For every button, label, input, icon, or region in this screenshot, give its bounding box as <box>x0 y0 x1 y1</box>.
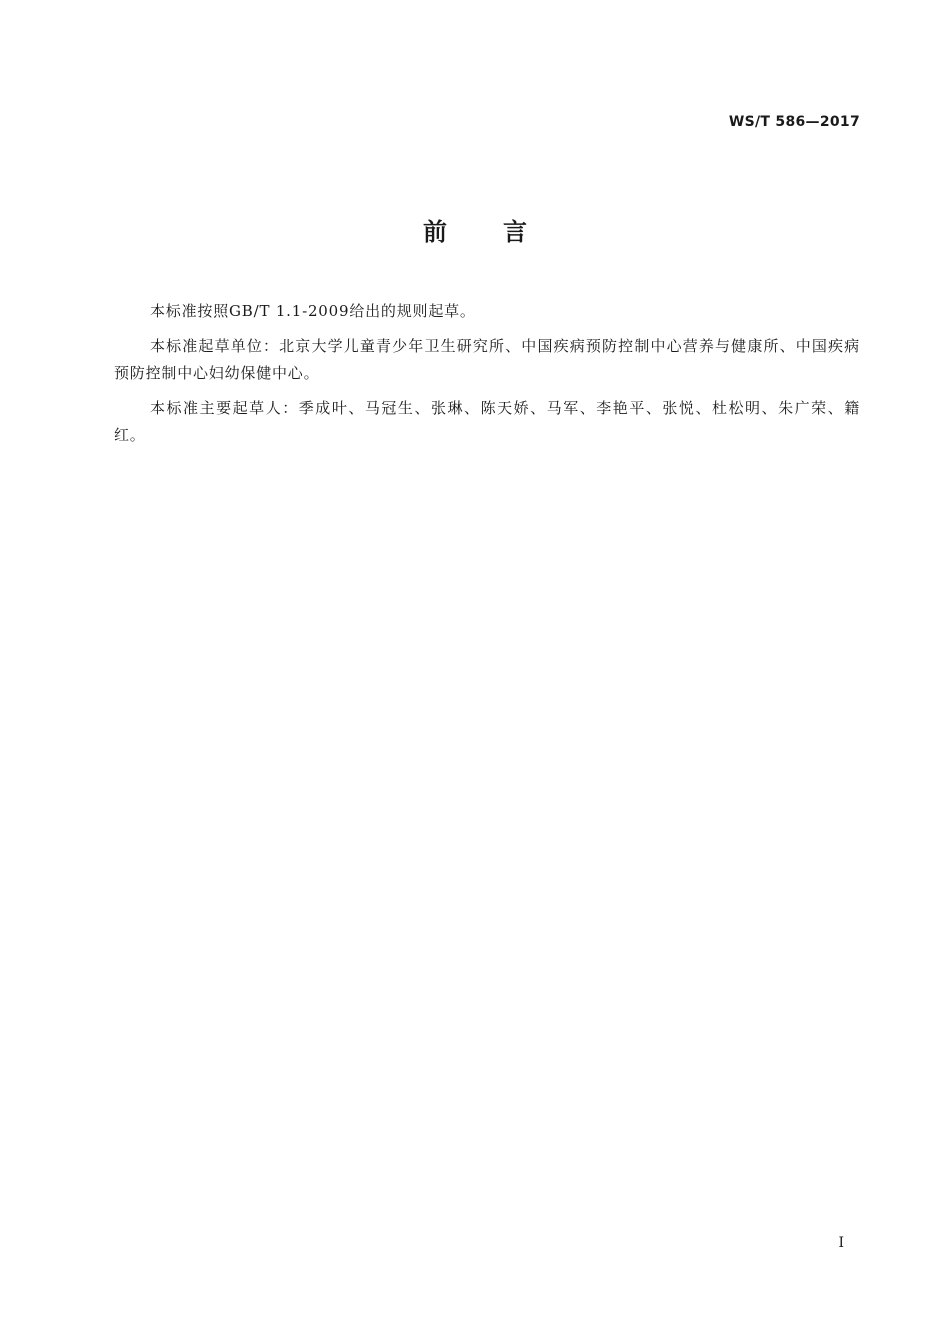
paragraph-drafters: 本标准主要起草人：季成叶、马冠生、张琳、陈天娇、马军、李艳平、张悦、杜松明、朱广荣、籍红。 <box>114 399 860 444</box>
paragraph-drafting-units: 本标准起草单位：北京大学儿童青少年卫生研究所、中国疾病预防控制中心营养与健康所、中国疾病预防控制中心妇幼保健中心。 <box>114 337 860 382</box>
foreword-body <box>114 298 860 457</box>
page-title <box>0 212 950 247</box>
page-title-char-2: 言 <box>503 218 527 246</box>
page-title-char-1: 前 <box>423 218 447 246</box>
page-number: I <box>838 1235 844 1251</box>
standard-code: WS/T 586—2017 <box>728 114 860 130</box>
paragraph-drafting-rules: 本标准按照GB/T 1.1-2009给出的规则起草。 <box>150 302 476 320</box>
